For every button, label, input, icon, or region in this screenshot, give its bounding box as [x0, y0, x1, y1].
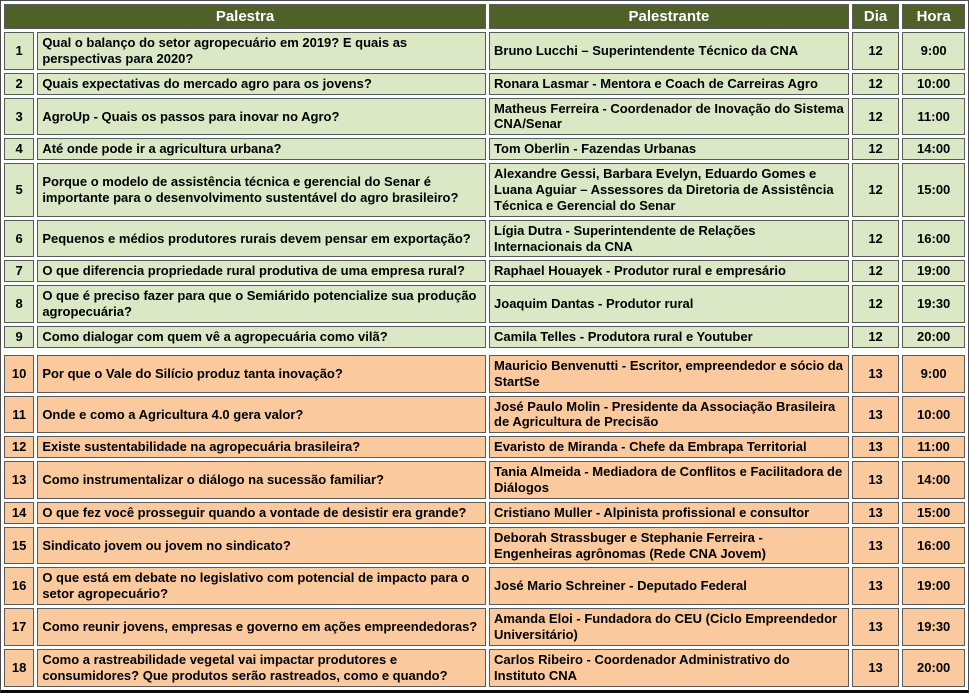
table-row: [4, 326, 965, 348]
header-palestrante: Palestrante: [489, 4, 849, 29]
day-cell: 12: [852, 220, 900, 258]
header-dia: Dia: [852, 4, 900, 29]
speaker-cell: Camila Telles - Produtora rural e Youtuber: [489, 326, 849, 348]
lecture-title-cell: Porque o modelo de assistência técnica e gerencial do Senar é importante para o desenvolvimento sustentável do agro brasileiro?: [37, 163, 486, 217]
table-row: [4, 436, 965, 458]
day-section-divider: [4, 351, 965, 352]
day-cell: 12: [852, 260, 900, 282]
lecture-title-cell: Existe sustentabilidade na agropecuária brasileira?: [37, 436, 486, 458]
table-row: [4, 138, 965, 160]
lecture-title-cell: O que fez você prosseguir quando a vontade de desistir era grande?: [37, 502, 486, 524]
lecture-title-cell: Sindicato jovem ou jovem no sindicato?: [37, 527, 486, 565]
lecture-number-cell: 13: [4, 461, 34, 499]
day-cell: 13: [852, 527, 900, 565]
table-row: [4, 32, 965, 70]
speaker-cell: Ronara Lasmar - Mentora e Coach de Carreiras Agro: [489, 73, 849, 95]
lecture-number-cell: 3: [4, 98, 34, 136]
table-row: [4, 355, 965, 393]
speaker-cell: Bruno Lucchi – Superintendente Técnico da CNA: [489, 32, 849, 70]
speaker-cell: Joaquim Dantas - Produtor rural: [489, 285, 849, 323]
day-cell: 12: [852, 98, 900, 136]
table-row: [4, 608, 965, 646]
day-cell: 13: [852, 461, 900, 499]
time-cell: 15:00: [902, 502, 965, 524]
lecture-title-cell: Como a rastreabilidade vegetal vai impactar produtores e consumidores? Que produtos serão rastreados, como e quando?: [37, 649, 486, 687]
speaker-cell: Tom Oberlin - Fazendas Urbanas: [489, 138, 849, 160]
day-cell: 12: [852, 73, 900, 95]
speaker-cell: Amanda Eloi - Fundadora do CEU (Ciclo Empreendedor Universitário): [489, 608, 849, 646]
schedule-table: [1, 1, 968, 690]
lecture-title-cell: Até onde pode ir a agricultura urbana?: [37, 138, 486, 160]
speaker-cell: Cristiano Muller - Alpinista profissional e consultor: [489, 502, 849, 524]
header-row: [4, 4, 965, 29]
time-cell: 19:30: [902, 608, 965, 646]
lecture-title-cell: Pequenos e médios produtores rurais devem pensar em exportação?: [37, 220, 486, 258]
table-row: [4, 73, 965, 95]
time-cell: 20:00: [902, 649, 965, 687]
table-row: [4, 260, 965, 282]
lecture-title-cell: Como instrumentalizar o diálogo na sucessão familiar?: [37, 461, 486, 499]
lecture-number-cell: 7: [4, 260, 34, 282]
speaker-cell: Lígia Dutra - Superintendente de Relações Internacionais da CNA: [489, 220, 849, 258]
speaker-cell: Alexandre Gessi, Barbara Evelyn, Eduardo Gomes e Luana Aguiar – Assessores da Diretoria de Assistência Técnica e Gerencial do Senar: [489, 163, 849, 217]
lecture-title-cell: Por que o Vale do Silício produz tanta inovação?: [37, 355, 486, 393]
table-row: [4, 649, 965, 687]
lecture-number-cell: 9: [4, 326, 34, 348]
lecture-title-cell: Como reunir jovens, empresas e governo em ações empreendedoras?: [37, 608, 486, 646]
speaker-cell: Tania Almeida - Mediadora de Conflitos e Facilitadora de Diálogos: [489, 461, 849, 499]
table-row: [4, 396, 965, 434]
time-cell: 10:00: [902, 73, 965, 95]
speaker-cell: Deborah Strassbuger e Stephanie Ferreira - Engenheiras agrônomas (Rede CNA Jovem): [489, 527, 849, 565]
day-cell: 13: [852, 396, 900, 434]
day-cell: 13: [852, 649, 900, 687]
day-cell: 13: [852, 502, 900, 524]
table-row: [4, 285, 965, 323]
time-cell: 9:00: [902, 32, 965, 70]
table-row: [4, 220, 965, 258]
lecture-title-cell: Como dialogar com quem vê a agropecuária como vilã?: [37, 326, 486, 348]
time-cell: 20:00: [902, 326, 965, 348]
lecture-number-cell: 4: [4, 138, 34, 160]
speaker-cell: Raphael Houayek - Produtor rural e empresário: [489, 260, 849, 282]
table-row: [4, 527, 965, 565]
speaker-cell: Evaristo de Miranda - Chefe da Embrapa Territorial: [489, 436, 849, 458]
day-cell: 13: [852, 436, 900, 458]
speaker-cell: Mauricio Benvenutti - Escritor, empreendedor e sócio da StartSe: [489, 355, 849, 393]
time-cell: 19:30: [902, 285, 965, 323]
lecture-number-cell: 15: [4, 527, 34, 565]
lecture-number-cell: 10: [4, 355, 34, 393]
time-cell: 14:00: [902, 138, 965, 160]
day-cell: 13: [852, 608, 900, 646]
lecture-number-cell: 8: [4, 285, 34, 323]
lecture-number-cell: 11: [4, 396, 34, 434]
lecture-number-cell: 18: [4, 649, 34, 687]
table-row: [4, 163, 965, 217]
lecture-title-cell: O que está em debate no legislativo com potencial de impacto para o setor agropecuário?: [37, 567, 486, 605]
lecture-number-cell: 14: [4, 502, 34, 524]
lecture-number-cell: 16: [4, 567, 34, 605]
day-cell: 12: [852, 163, 900, 217]
lecture-title-cell: O que é preciso fazer para que o Semiárido potencialize sua produção agropecuária?: [37, 285, 486, 323]
day-cell: 13: [852, 567, 900, 605]
time-cell: 10:00: [902, 396, 965, 434]
table-row: [4, 502, 965, 524]
time-cell: 16:00: [902, 220, 965, 258]
day-cell: 12: [852, 32, 900, 70]
lecture-number-cell: 5: [4, 163, 34, 217]
table-row: [4, 461, 965, 499]
day-cell: 12: [852, 326, 900, 348]
lecture-title-cell: Quais expectativas do mercado agro para os jovens?: [37, 73, 486, 95]
table-row: [4, 567, 965, 605]
lecture-title-cell: Onde e como a Agricultura 4.0 gera valor?: [37, 396, 486, 434]
time-cell: 9:00: [902, 355, 965, 393]
day-cell: 13: [852, 355, 900, 393]
time-cell: 19:00: [902, 260, 965, 282]
lecture-title-cell: O que diferencia propriedade rural produtiva de uma empresa rural?: [37, 260, 486, 282]
table-row: [4, 98, 965, 136]
lecture-title-cell: AgroUp - Quais os passos para inovar no Agro?: [37, 98, 486, 136]
time-cell: 15:00: [902, 163, 965, 217]
speaker-cell: José Paulo Molin - Presidente da Associação Brasileira de Agricultura de Precisão: [489, 396, 849, 434]
time-cell: 11:00: [902, 98, 965, 136]
time-cell: 14:00: [902, 461, 965, 499]
lecture-number-cell: 12: [4, 436, 34, 458]
day-cell: 12: [852, 285, 900, 323]
time-cell: 19:00: [902, 567, 965, 605]
header-hora: Hora: [902, 4, 965, 29]
speaker-cell: Matheus Ferreira - Coordenador de Inovação do Sistema CNA/Senar: [489, 98, 849, 136]
time-cell: 11:00: [902, 436, 965, 458]
lecture-number-cell: 17: [4, 608, 34, 646]
lecture-number-cell: 2: [4, 73, 34, 95]
lecture-number-cell: 6: [4, 220, 34, 258]
header-palestra: Palestra: [4, 4, 486, 29]
speaker-cell: José Mario Schreiner - Deputado Federal: [489, 567, 849, 605]
lecture-number-cell: 1: [4, 32, 34, 70]
time-cell: 16:00: [902, 527, 965, 565]
day-cell: 12: [852, 138, 900, 160]
lecture-title-cell: Qual o balanço do setor agropecuário em 2019? E quais as perspectivas para 2020?: [37, 32, 486, 70]
speaker-cell: Carlos Ribeiro - Coordenador Administrativo do Instituto CNA: [489, 649, 849, 687]
